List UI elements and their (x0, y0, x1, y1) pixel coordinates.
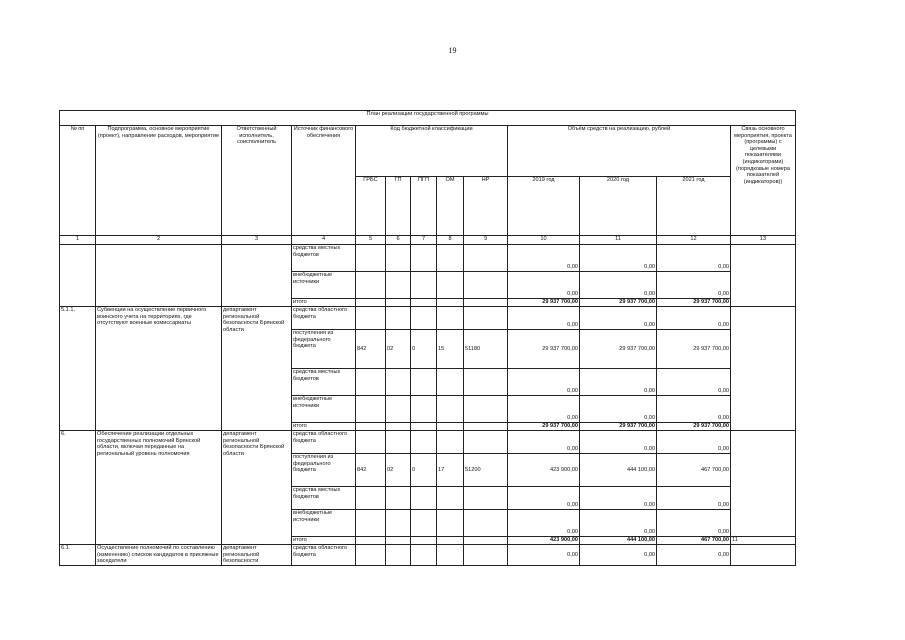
total-2019: 423 900,00 (508, 537, 580, 545)
nr-cell: 51200 (464, 454, 508, 487)
pgp-cell: 0 (411, 330, 437, 369)
colnum: 9 (464, 236, 508, 245)
source-cell: внебюджетные источники (292, 510, 356, 537)
total-2021: 29 937 700,00 (657, 423, 731, 431)
header-volume: Объём средств на реализацию, рублей (508, 126, 731, 177)
total-2020: 29 937 700,00 (580, 299, 657, 307)
row-number: 5.1.1. (60, 307, 96, 431)
source-cell: итого (292, 537, 356, 545)
value-2021: 0,00 (657, 510, 731, 537)
header-2021: 2021 год (657, 177, 731, 236)
source-cell: поступления из федерального бюджета (292, 454, 356, 487)
colnum: 1 (60, 236, 96, 245)
header-budget-code: Код бюджетной классификации (356, 126, 508, 177)
colnum: 11 (580, 236, 657, 245)
value-2021: 467 700,00 (657, 454, 731, 487)
row-number: 6. (60, 431, 96, 545)
header-pgp: ПГП (411, 177, 437, 236)
source-cell: средства областного бюджета (292, 307, 356, 330)
cell-empty (222, 245, 292, 307)
row-responsible: департамент региональной безопасности Брянской области (222, 307, 292, 431)
value-2021: 0,00 (657, 487, 731, 510)
value-2021: 0,00 (657, 431, 731, 454)
row-responsible: департамент региональной безопасности Брянской области (222, 431, 292, 545)
header-source: Источник финансового обеспечения (292, 126, 356, 236)
header-2019: 2019 год (508, 177, 580, 236)
header-link: Связь основного мероприятия, проекта (программы) с целевыми показателями (индикаторами) (порядковые номера показателей (индикаторов)) (731, 126, 796, 236)
row-name: Субвенции на осуществление первичного воинского учета на территориях, где отсутствуют военные комиссариаты (96, 307, 222, 431)
colnum: 10 (508, 236, 580, 245)
header-name: Подпрограмма, основное мероприятие (проект), направление расходов, мероприятие (96, 126, 222, 236)
source-cell: итого (292, 423, 356, 431)
value-2020: 0,00 (580, 431, 657, 454)
nr-cell: 51180 (464, 330, 508, 369)
value-2020: 0,00 (580, 396, 657, 423)
source-cell: средства областного бюджета (292, 431, 356, 454)
value-2021: 0,00 (657, 545, 731, 566)
table-title-row (60, 111, 796, 126)
cell-empty (731, 245, 796, 307)
header-responsible: Ответственный исполнитель, соисполнитель (222, 126, 292, 236)
colnum: 13 (731, 236, 796, 245)
value-2021: 0,00 (657, 369, 731, 396)
source-cell: средства областного бюджета (292, 545, 356, 566)
value-2021: 0,00 (657, 307, 731, 330)
pgp-cell: 0 (411, 454, 437, 487)
value-2020: 0,00 (580, 307, 657, 330)
cell-empty (731, 307, 796, 431)
source-cell: средства местных бюджетов (292, 369, 356, 396)
om-cell: 15 (437, 330, 464, 369)
plan-table (59, 110, 796, 566)
value-2020: 0,00 (580, 369, 657, 396)
colnum: 5 (356, 236, 386, 245)
value-2019: 0,00 (508, 431, 580, 454)
colnum: 3 (222, 236, 292, 245)
column-numbers-row (60, 236, 796, 245)
colnum: 12 (657, 236, 731, 245)
cell-empty (60, 245, 96, 307)
value-2019: 0,00 (508, 272, 580, 299)
source-cell: поступления из федерального бюджета (292, 330, 356, 369)
total-2019: 29 937 700,00 (508, 299, 580, 307)
source-cell: итого (292, 299, 356, 307)
value-2021: 0,00 (657, 396, 731, 423)
value-2019: 0,00 (508, 487, 580, 510)
header-row (60, 126, 796, 177)
total-2019: 29 937 700,00 (508, 423, 580, 431)
grbs-cell: 842 (356, 454, 386, 487)
source-cell: средства местных бюджетов (292, 487, 356, 510)
total-2021: 467 700,00 (657, 537, 731, 545)
colnum: 8 (437, 236, 464, 245)
om-cell: 17 (437, 454, 464, 487)
header-om: ОМ (437, 177, 464, 236)
value-2019: 0,00 (508, 369, 580, 396)
cell-empty (96, 245, 222, 307)
header-nr: НР (464, 177, 508, 236)
source-cell: внебюджетные источники (292, 396, 356, 423)
total-2020: 29 937 700,00 (580, 423, 657, 431)
value-2019: 0,00 (508, 245, 580, 272)
table-row (60, 431, 796, 454)
gp-cell: 02 (386, 330, 411, 369)
source-cell: средства местных бюджетов (292, 245, 356, 272)
source-cell: внебюджетные источники (292, 272, 356, 299)
row-number: 6.1. (60, 545, 96, 566)
value-2019: 423 900,00 (508, 454, 580, 487)
value-2020: 0,00 (580, 487, 657, 510)
value-2021: 0,00 (657, 245, 731, 272)
value-2019: 0,00 (508, 510, 580, 537)
header-2020: 2020 год (580, 177, 657, 236)
value-2019: 0,00 (508, 307, 580, 330)
value-2020: 0,00 (580, 510, 657, 537)
value-2019: 0,00 (508, 396, 580, 423)
value-2020: 444 100,00 (580, 454, 657, 487)
value-2021: 29 937 700,00 (657, 330, 731, 369)
gp-cell: 02 (386, 454, 411, 487)
header-gp: ГП (386, 177, 411, 236)
total-2021: 29 937 700,00 (657, 299, 731, 307)
table-title: План реализации государственной программы (60, 111, 796, 126)
colnum: 6 (386, 236, 411, 245)
table-row (60, 545, 796, 566)
total-2020: 444 100,00 (580, 537, 657, 545)
row-name: Обеспечение реализации отдельных государственных полномочий Брянской области, включая переданные на региональный уровень полномочия (96, 431, 222, 545)
value-2020: 0,00 (580, 545, 657, 566)
header-num: № пп (60, 126, 96, 236)
grbs-cell: 842 (356, 330, 386, 369)
value-2021: 0,00 (657, 272, 731, 299)
page-number: 19 (448, 46, 457, 55)
link-cell: 11 (731, 537, 796, 545)
table-row (60, 307, 796, 330)
colnum: 2 (96, 236, 222, 245)
value-2019: 0,00 (508, 545, 580, 566)
colnum: 7 (411, 236, 437, 245)
colnum: 4 (292, 236, 356, 245)
value-2020: 29 937 700,00 (580, 330, 657, 369)
value-2019: 29 937 700,00 (508, 330, 580, 369)
value-2020: 0,00 (580, 245, 657, 272)
value-2020: 0,00 (580, 272, 657, 299)
cell-empty (731, 431, 796, 537)
row-name: Осуществление полномочий по составлению (изменению) списков кандидатов в присяжные заседатели (96, 545, 222, 566)
row-responsible: департамент региональной безопасности (222, 545, 292, 566)
cell-empty (731, 545, 796, 566)
header-grbs: ГРБС (356, 177, 386, 236)
table-row (60, 245, 796, 272)
